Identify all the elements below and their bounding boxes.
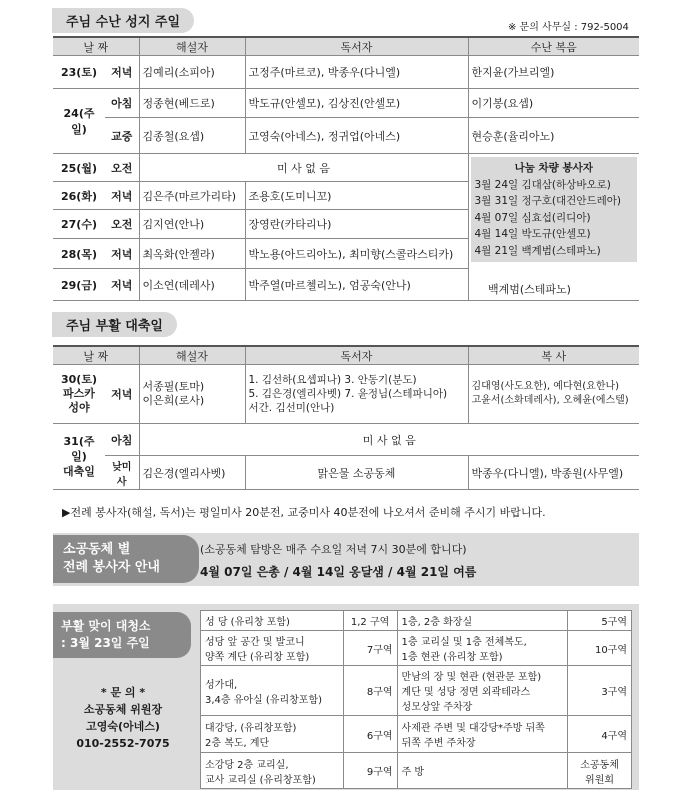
cleanup-zone: 3구역	[568, 666, 632, 716]
area-line: 계단 및 성당 정면 외곽테라스	[401, 687, 531, 698]
nanum-item: 4월 14일 박도규(안셀모)	[474, 228, 591, 240]
commentator-24a: 정종현(베드로)	[139, 89, 245, 118]
nanum-cell	[468, 154, 639, 301]
time-23: 저녁	[105, 56, 139, 89]
area-line: 사제관 주변 및 대강당*주방 뒤쪽	[401, 723, 545, 734]
readers-29: 박주열(마르첼리노), 엄공숙(안나)	[245, 269, 468, 301]
servers-30-line: 김대영(사도요한), 예다현(요한나)	[471, 381, 620, 392]
row-31a	[53, 424, 639, 456]
cleanup-area	[201, 716, 344, 753]
cleanup-table	[200, 610, 632, 789]
commentator-28: 최옥화(안젤라)	[139, 239, 245, 269]
zone-line: 위원회	[585, 774, 615, 786]
cleanup-row	[201, 753, 632, 789]
section1-title: 주님 수난 성지 주일	[52, 8, 194, 33]
inquiry-role: 소공동체 위원장	[83, 703, 163, 716]
cleanup-zone: 9구역	[343, 753, 397, 789]
header-readers: 독서자	[245, 346, 468, 365]
time-27: 오전	[105, 210, 139, 239]
readers-28: 박노용(아드리아노), 최미향(스콜라스티카)	[245, 239, 468, 269]
area-line: 1층 교리실 및 1층 전체복도,	[401, 637, 527, 648]
readers-27: 장영란(카타리나)	[245, 210, 468, 239]
banner-line2: 4월 07일 은총 / 4월 14일 옹달샘 / 4월 21일 여름	[200, 565, 477, 579]
cleanup-zone: 1,2 구역	[343, 611, 397, 631]
gospel-24a: 이기봉(요셉)	[468, 89, 639, 118]
commentator-30-line: 서종필(토마)	[142, 380, 205, 393]
time-28: 저녁	[105, 239, 139, 269]
date-29: 29(금)	[53, 269, 105, 301]
notice: ▶전례 봉사자(해설, 독서)는 평일미사 20분전, 교중미사 40분전에 나오셔서 준비해 주시기 바랍니다.	[62, 506, 546, 519]
readers-30-line: 서간. 김선미(안나)	[248, 402, 335, 414]
readers-26: 조용호(도미니꼬)	[245, 182, 468, 210]
header-commentator: 해설자	[139, 346, 245, 365]
cleanup-zone: 10구역	[568, 631, 632, 666]
date-27: 27(수)	[53, 210, 105, 239]
section2-table	[53, 345, 639, 490]
area-line: 대강당, (유리창포함)	[205, 723, 297, 734]
row-23	[53, 56, 639, 89]
nanum-title: 나눔 차량 봉사자	[514, 162, 593, 174]
cleanup-area	[201, 753, 344, 789]
row-31b	[53, 456, 639, 490]
servers-30	[468, 365, 639, 424]
nanum-item: 4월 07일 심효섭(리디아)	[474, 211, 591, 224]
time-24a: 아침	[105, 89, 139, 118]
area-line: 2층 복도, 계단	[205, 738, 270, 749]
cleanup-area	[397, 611, 568, 631]
banner-title-line: 소공동체 별	[63, 542, 131, 557]
date-23: 23(토)	[53, 56, 105, 89]
readers-24b: 고영숙(아네스), 정귀업(아네스)	[245, 118, 468, 154]
nanum-item: 4월 21일 백계범(스테파노)	[474, 244, 601, 257]
commentator-30	[139, 365, 245, 424]
area-line: 만남의 장 및 현관 (현관문 포함)	[401, 672, 542, 683]
readers-30	[245, 365, 468, 424]
banner-title-line: 전례 봉사자 안내	[63, 560, 160, 575]
section1-table	[53, 36, 639, 301]
cleanup-row	[201, 611, 632, 631]
section1-header-row	[53, 37, 639, 56]
area-line: 성가대,	[205, 679, 238, 691]
date-30-line: 성야	[68, 401, 90, 414]
row-24b	[53, 118, 639, 154]
header-servers: 복 사	[468, 346, 639, 365]
servers-31: 박종우(다니엘), 박종원(사무엘)	[468, 456, 639, 490]
readers-23: 고정주(마르코), 박종우(다니엘)	[245, 56, 468, 89]
row-25	[53, 154, 639, 182]
cleanup-row	[201, 716, 632, 753]
header-commentator: 해설자	[139, 37, 245, 56]
gospel-23: 한지윤(가브리엘)	[468, 56, 639, 89]
readers-31: 맑은물 소공동체	[245, 456, 468, 490]
cleanup-area	[201, 666, 344, 716]
commentator-23: 김예리(소피아)	[139, 56, 245, 89]
area-line: 소강당 2층 교리실,	[205, 759, 289, 771]
cleanup-zone: 6구역	[343, 716, 397, 753]
cleanup-inquiry	[60, 684, 186, 752]
time-31b: 낮미사	[105, 456, 139, 490]
commentator-24b: 김종철(요셉)	[139, 118, 245, 154]
banner-line1: (소공동체 탐방은 매주 수요일 저녁 7시 30분에 합니다)	[200, 543, 467, 556]
no-mass-31: 미 사 없 음	[139, 424, 639, 456]
date-31-line: 대축일	[63, 465, 95, 478]
cleanup-title-line: 부활 맞이 대청소	[61, 619, 151, 633]
cleanup-area	[201, 611, 344, 631]
cleanup-zone: 4구역	[568, 716, 632, 753]
inquiry-label: * 문 의 *	[100, 686, 146, 699]
readers-30-line: 5. 김은경(엘리사벳) 7. 윤정님(스테파니아)	[248, 388, 448, 400]
header-gospel: 수난 복음	[468, 37, 639, 56]
time-29: 저녁	[105, 269, 139, 301]
cleanup-zone	[568, 753, 632, 789]
readers-30-line: 1. 김선하(요셉피나) 3. 안동기(분도)	[248, 374, 417, 386]
row-24a	[53, 89, 639, 118]
header-date: 날 짜	[53, 346, 139, 365]
date-30	[53, 365, 105, 424]
area-line: 주 방	[401, 767, 425, 778]
area-line: 1층, 2층 화장실	[401, 617, 473, 628]
date-24: 24(주일)	[53, 89, 105, 154]
readers-24a: 박도규(안셀모), 김상진(안셀모)	[245, 89, 468, 118]
commentator-30-line: 이은희(로사)	[142, 394, 205, 407]
area-line: 양쪽 계단 (유리창 포함)	[205, 652, 310, 663]
cleanup-zone: 7구역	[343, 631, 397, 666]
cleanup-area	[397, 631, 568, 666]
contact-info: ※ 문의 사무실 : 792-5004	[508, 22, 629, 33]
section2-title: 주님 부활 대축일	[52, 312, 177, 337]
commentator-26: 김은주(마르가리타)	[139, 182, 245, 210]
commentator-31: 김은경(엘리사벳)	[139, 456, 245, 490]
cleanup-area	[397, 753, 568, 789]
zone-line: 소공동체	[580, 759, 619, 771]
date-28: 28(목)	[53, 239, 105, 269]
area-line: 성당 앞 공간 및 발코니	[205, 637, 305, 648]
time-26: 저녁	[105, 182, 139, 210]
gospel-24b: 현승훈(율리아노)	[468, 118, 639, 154]
date-31	[53, 424, 105, 490]
nanum-item: 3월 24일 김대삼(하상바오로)	[474, 178, 611, 191]
date-25: 25(월)	[53, 154, 105, 182]
time-24b: 교중	[105, 118, 139, 154]
time-31a: 아침	[105, 424, 139, 456]
nanum-box	[471, 157, 638, 262]
time-30: 저녁	[105, 365, 139, 424]
cleanup-title-line: : 3월 23일 주일	[61, 636, 150, 650]
cleanup-area	[201, 631, 344, 666]
cleanup-row	[201, 666, 632, 716]
header-date: 날 짜	[53, 37, 139, 56]
nanum-item: 3월 31일 정구호(대건안드레아)	[474, 195, 621, 207]
header-readers: 독서자	[245, 37, 468, 56]
date-26: 26(화)	[53, 182, 105, 210]
no-mass-25: 미 사 없 음	[139, 154, 468, 182]
date-31-line: 31(주일)	[63, 435, 95, 463]
date-30-line: 파스카	[63, 387, 95, 400]
area-line: 성 당 (유리창 포함)	[205, 617, 290, 628]
cleanup-area	[397, 716, 568, 753]
area-line: 교사 교리실 (유리창포함)	[205, 774, 316, 786]
area-line: 1층 현관 (유리창 포함)	[401, 652, 503, 663]
servers-30-line: 고윤서(소화데레사), 오혜윤(에스텔)	[471, 395, 629, 406]
area-line: 3,4층 유아실 (유리창포함)	[205, 694, 323, 706]
date-30-line: 30(토)	[61, 373, 97, 386]
cleanup-zone: 8구역	[343, 666, 397, 716]
commentator-27: 김지연(안나)	[139, 210, 245, 239]
cleanup-area	[397, 666, 568, 716]
area-line: 성모상앞 주차장	[401, 702, 473, 713]
section2-header-row	[53, 346, 639, 365]
inquiry-phone: 010-2552-7075	[76, 737, 170, 750]
commentator-29: 이소연(데레사)	[139, 269, 245, 301]
banner-title	[53, 535, 199, 583]
row-30	[53, 365, 639, 424]
gospel-29: 백계범(스테파노)	[488, 283, 571, 296]
time-25: 오전	[105, 154, 139, 182]
cleanup-title	[53, 612, 191, 658]
inquiry-name: 고영숙(아네스)	[86, 720, 160, 733]
area-line: 뒤쪽 주변 주차장	[401, 738, 476, 749]
cleanup-row	[201, 631, 632, 666]
cleanup-zone: 5구역	[568, 611, 632, 631]
